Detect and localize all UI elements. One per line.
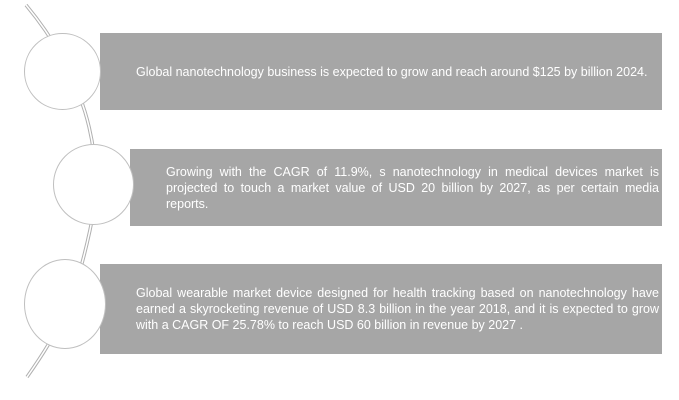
circle-marker-3 xyxy=(24,259,106,349)
info-band-2 xyxy=(130,149,662,226)
info-text-2: Growing with the CAGR of 11.9%, s nanotechnology in medical devices market is projected to touch a market value of USD 20 billion by 2027, as per certain media reports. xyxy=(166,164,659,211)
info-band-3 xyxy=(100,264,662,354)
info-text-1: Global nanotechnology business is expected to grow and reach around $125 by billion 2024. xyxy=(136,64,648,79)
info-band-1 xyxy=(100,33,662,110)
circle-marker-1 xyxy=(24,33,101,110)
info-text-3: Global wearable market device designed for health tracking based on nanotechnology have earned a skyrocketing revenue of USD 8.3 billion in the year 2018, and it is expected to grow with a CAGR OF 25.78% to reach USD 60 billion in revenue by 2027 . xyxy=(136,286,659,332)
circle-marker-2 xyxy=(53,144,134,225)
